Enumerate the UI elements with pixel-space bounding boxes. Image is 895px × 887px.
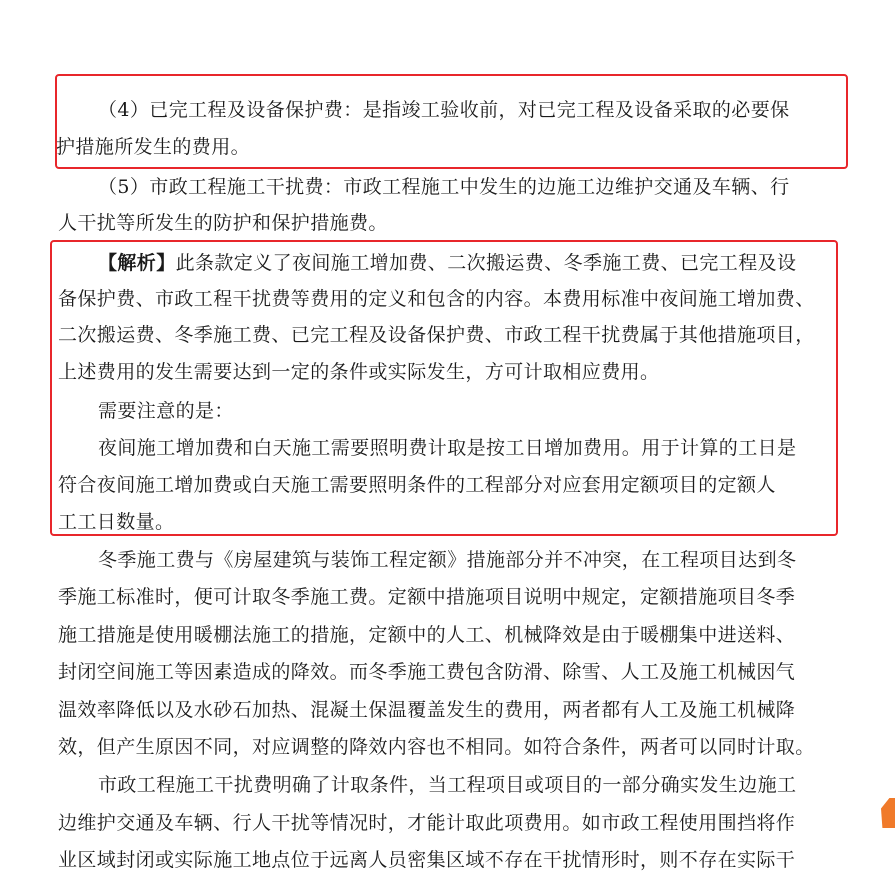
municipal-line-3: 业区域封闭或实际施工地点位于远离人员密集区域不存在干扰情形时，则不存在实际干 xyxy=(58,849,796,871)
winter-line-2: 季施工标准时，便可计取冬季施工费。定额中措施项目说明中规定，定额措施项目冬季 xyxy=(58,586,796,608)
paragraph-5-line-1: （5）市政工程施工干扰费：市政工程施工中发生的边施工边维护交通及车辆、行 xyxy=(98,176,790,198)
winter-line-5: 温效率降低以及水砂石加热、混凝土保温覆盖发生的费用，两者都有人工及施工机械降 xyxy=(58,699,796,721)
winter-line-4: 封闭空间施工等因素造成的降效。而冬季施工费包含防滑、除雪、人工及施工机械因气 xyxy=(58,661,796,683)
analysis-line-1 xyxy=(98,251,796,275)
winter-line-3: 施工措施是使用暖棚法施工的措施，定额中的人工、机械降效是由于暖棚集中进送料、 xyxy=(58,624,796,646)
winter-line-6: 效，但产生原因不同，对应调整的降效内容也不相同。如符合条件，两者可以同时计取。 xyxy=(58,736,815,758)
analysis-line-1-text: 此条款定义了夜间施工增加费、二次搬运费、冬季施工费、已完工程及设 xyxy=(175,252,797,274)
paragraph-5-line-2: 人干扰等所发生的防护和保护措施费。 xyxy=(58,212,388,234)
orange-corner-marker xyxy=(881,798,895,828)
winter-line-1: 冬季施工费与《房屋建筑与装饰工程定额》措施部分并不冲突，在工程项目达到冬 xyxy=(98,549,797,571)
note-line-2: 符合夜间施工增加费或白天施工需要照明条件的工程部分对应套用定额项目的定额人 xyxy=(58,474,776,496)
analysis-line-3: 二次搬运费、冬季施工费、已完工程及设备保护费、市政工程干扰费属于其他措施项目， xyxy=(58,324,815,346)
note-heading: 需要注意的是： xyxy=(98,400,234,422)
municipal-line-1: 市政工程施工干扰费明确了计取条件，当工程项目或项目的一部分确实发生边施工 xyxy=(98,774,797,796)
analysis-line-2: 备保护费、市政工程干扰费等费用的定义和包含的内容。本费用标准中夜间施工增加费、 xyxy=(58,288,815,310)
note-line-1: 夜间施工增加费和白天施工需要照明费计取是按工日增加费用。用于计算的工日是 xyxy=(98,437,797,459)
paragraph-4-line-2: 护措施所发生的费用。 xyxy=(56,136,251,158)
municipal-line-2: 边维护交通及车辆、行人干扰等情况时，才能计取此项费用。如市政工程使用围挡将作 xyxy=(58,812,796,834)
analysis-line-4: 上述费用的发生需要达到一定的条件或实际发生，方可计取相应费用。 xyxy=(58,361,660,383)
note-line-3: 工工日数量。 xyxy=(58,511,175,533)
analysis-label: 【解析】 xyxy=(98,252,176,274)
paragraph-4-line-1: （4）已完工程及设备保护费：是指竣工验收前，对已完工程及设备采取的必要保 xyxy=(98,99,790,121)
